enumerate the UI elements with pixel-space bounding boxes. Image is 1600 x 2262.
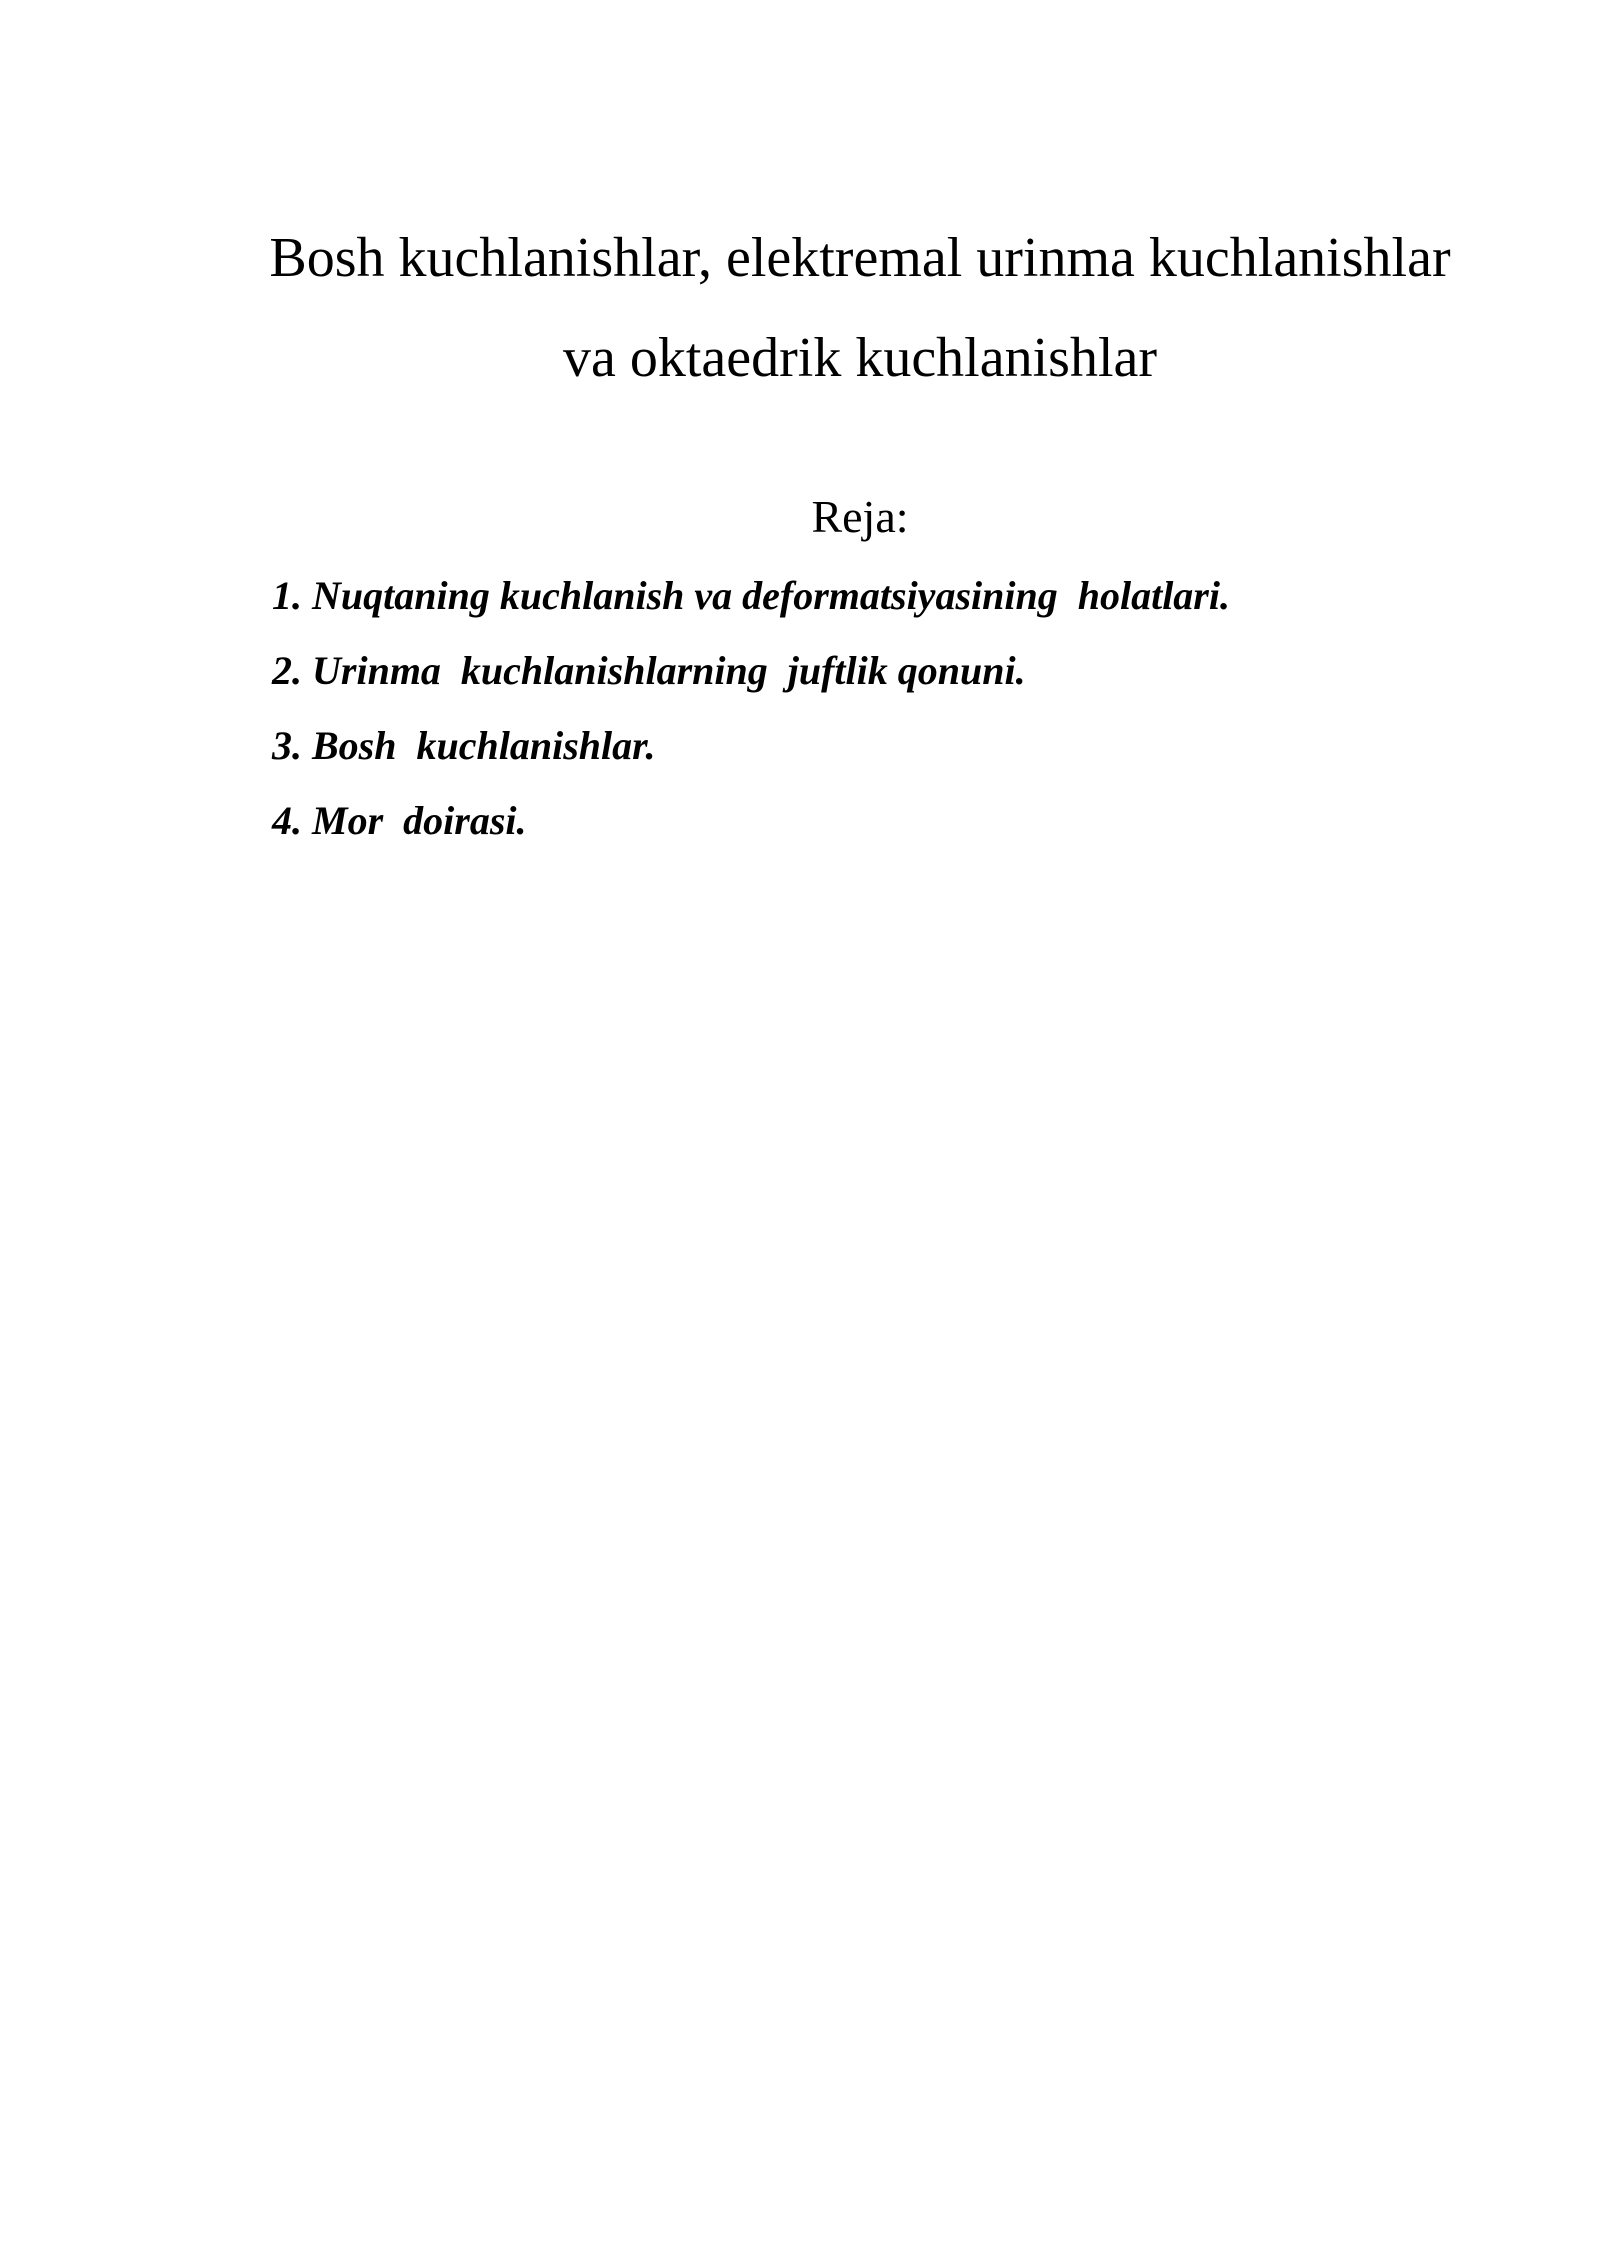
document-title-line-1: Bosh kuchlanishlar, elektremal urinma kuchlanishlar — [269, 227, 1451, 289]
plan-item: 1. Nuqtaning kuchlanish va deformatsiyasining holatlari. — [272, 573, 1230, 618]
plan-item: 3. Bosh kuchlanishlar. — [272, 723, 656, 768]
document-title-line-2: va oktaedrik kuchlanishlar — [562, 327, 1157, 389]
plan-list — [272, 573, 1230, 876]
plan-item: 4. Mor doirasi. — [272, 798, 527, 843]
plan-heading: Reja: — [811, 491, 909, 542]
plan-item: 2. Urinma kuchlanishlarning juftlik qonuni. — [272, 648, 1026, 693]
